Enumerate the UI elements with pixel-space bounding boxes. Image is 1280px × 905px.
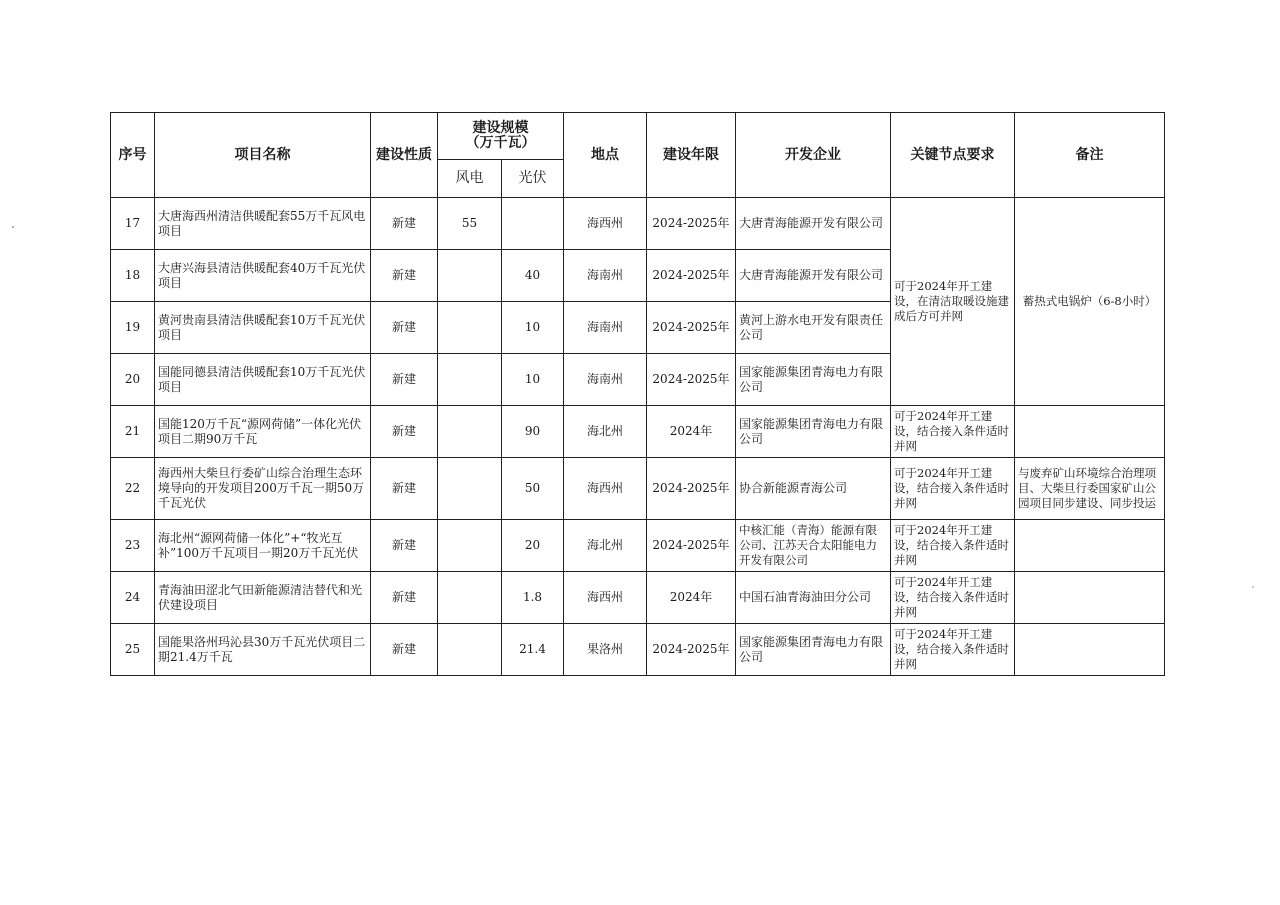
cell-wind xyxy=(438,458,502,520)
table-row xyxy=(111,458,1165,520)
cell-wind xyxy=(438,302,502,354)
cell-pv: 1.8 xyxy=(502,572,564,624)
cell-remark-group: 蓄热式电锅炉（6-8小时） xyxy=(1015,198,1165,406)
cell-nature: 新建 xyxy=(371,302,438,354)
cell-pv: 40 xyxy=(502,250,564,302)
cell-location: 海南州 xyxy=(564,354,647,406)
cell-location: 海西州 xyxy=(564,572,647,624)
cell-location: 海西州 xyxy=(564,458,647,520)
cell-seq: 23 xyxy=(111,520,155,572)
cell-company: 国家能源集团青海电力有限公司 xyxy=(736,406,891,458)
project-table xyxy=(110,112,1165,676)
table-row xyxy=(111,520,1165,572)
cell-company: 黄河上游水电开发有限责任公司 xyxy=(736,302,891,354)
cell-name: 海北州“源网荷储一体化”+“牧光互补”100万千瓦项目一期20万千瓦光伏 xyxy=(155,520,371,572)
cell-seq: 18 xyxy=(111,250,155,302)
header-wind: 风电 xyxy=(438,160,502,198)
header-nature: 建设性质 xyxy=(371,113,438,198)
cell-location: 海北州 xyxy=(564,520,647,572)
cell-name: 黄河贵南县清洁供暖配套10万千瓦光伏项目 xyxy=(155,302,371,354)
cell-wind xyxy=(438,624,502,676)
cell-period: 2024-2025年 xyxy=(647,198,736,250)
header-pv: 光伏 xyxy=(502,160,564,198)
cell-company: 国家能源集团青海电力有限公司 xyxy=(736,354,891,406)
cell-period: 2024-2025年 xyxy=(647,458,736,520)
cell-wind: 55 xyxy=(438,198,502,250)
cell-location: 果洛州 xyxy=(564,624,647,676)
cell-nature: 新建 xyxy=(371,250,438,302)
cell-nature: 新建 xyxy=(371,406,438,458)
cell-wind xyxy=(438,406,502,458)
header-scale: 建设规模 （万千瓦） xyxy=(438,113,564,160)
cell-name: 国能果洛州玛沁县30万千瓦光伏项目二期21.4万千瓦 xyxy=(155,624,371,676)
table-row xyxy=(111,572,1165,624)
cell-location: 海南州 xyxy=(564,302,647,354)
cell-period: 2024-2025年 xyxy=(647,354,736,406)
cell-remark xyxy=(1015,572,1165,624)
cell-wind xyxy=(438,250,502,302)
cell-location: 海北州 xyxy=(564,406,647,458)
cell-seq: 24 xyxy=(111,572,155,624)
cell-location: 海南州 xyxy=(564,250,647,302)
cell-company: 中核汇能（青海）能源有限公司、江苏天合太阳能电力开发有限公司 xyxy=(736,520,891,572)
cell-period: 2024年 xyxy=(647,572,736,624)
cell-milestone: 可于2024年开工建设，结合接入条件适时并网 xyxy=(891,520,1015,572)
cell-seq: 25 xyxy=(111,624,155,676)
header-location: 地点 xyxy=(564,113,647,198)
cell-name: 国能同德县清洁供暖配套10万千瓦光伏项目 xyxy=(155,354,371,406)
cell-period: 2024-2025年 xyxy=(647,250,736,302)
cell-pv: 10 xyxy=(502,354,564,406)
cell-company: 大唐青海能源开发有限公司 xyxy=(736,198,891,250)
cell-period: 2024-2025年 xyxy=(647,302,736,354)
cell-remark xyxy=(1015,624,1165,676)
cell-remark: 与废弃矿山环境综合治理项目、大柴旦行委国家矿山公园项目同步建设、同步投运 xyxy=(1015,458,1165,520)
cell-wind xyxy=(438,572,502,624)
cell-nature: 新建 xyxy=(371,198,438,250)
cell-seq: 19 xyxy=(111,302,155,354)
cell-period: 2024-2025年 xyxy=(647,520,736,572)
cell-wind xyxy=(438,354,502,406)
cell-name: 海西州大柴旦行委矿山综合治理生态环境导向的开发项目200万千瓦一期50万千瓦光伏 xyxy=(155,458,371,520)
scan-speck xyxy=(1252,586,1254,588)
cell-milestone-group: 可于2024年开工建设，在清洁取暖设施建成后方可并网 xyxy=(891,198,1015,406)
cell-milestone: 可于2024年开工建设，结合接入条件适时并网 xyxy=(891,624,1015,676)
header-milestone: 关键节点要求 xyxy=(891,113,1015,198)
cell-name: 国能120万千瓦“源网荷储”一体化光伏项目二期90万千瓦 xyxy=(155,406,371,458)
cell-milestone: 可于2024年开工建设，结合接入条件适时并网 xyxy=(891,406,1015,458)
cell-nature: 新建 xyxy=(371,520,438,572)
cell-seq: 17 xyxy=(111,198,155,250)
cell-period: 2024-2025年 xyxy=(647,624,736,676)
cell-remark xyxy=(1015,406,1165,458)
header-remark: 备注 xyxy=(1015,113,1165,198)
header-company: 开发企业 xyxy=(736,113,891,198)
cell-pv: 21.4 xyxy=(502,624,564,676)
header-seq: 序号 xyxy=(111,113,155,198)
header-name: 项目名称 xyxy=(155,113,371,198)
cell-nature: 新建 xyxy=(371,354,438,406)
cell-company: 协合新能源青海公司 xyxy=(736,458,891,520)
cell-pv: 90 xyxy=(502,406,564,458)
cell-seq: 22 xyxy=(111,458,155,520)
cell-company: 中国石油青海油田分公司 xyxy=(736,572,891,624)
cell-nature: 新建 xyxy=(371,624,438,676)
cell-period: 2024年 xyxy=(647,406,736,458)
cell-name: 大唐兴海县清洁供暖配套40万千瓦光伏项目 xyxy=(155,250,371,302)
scan-speck xyxy=(12,226,14,228)
cell-wind xyxy=(438,520,502,572)
header-period: 建设年限 xyxy=(647,113,736,198)
cell-nature: 新建 xyxy=(371,458,438,520)
table-header-row xyxy=(111,113,1165,160)
cell-seq: 20 xyxy=(111,354,155,406)
cell-nature: 新建 xyxy=(371,572,438,624)
cell-pv: 20 xyxy=(502,520,564,572)
cell-remark xyxy=(1015,520,1165,572)
cell-pv: 10 xyxy=(502,302,564,354)
cell-pv: 50 xyxy=(502,458,564,520)
table-row xyxy=(111,198,1165,250)
cell-name: 大唐海西州清洁供暖配套55万千瓦风电项目 xyxy=(155,198,371,250)
cell-milestone: 可于2024年开工建设，结合接入条件适时并网 xyxy=(891,458,1015,520)
table-row xyxy=(111,624,1165,676)
cell-company: 国家能源集团青海电力有限公司 xyxy=(736,624,891,676)
cell-company: 大唐青海能源开发有限公司 xyxy=(736,250,891,302)
cell-milestone: 可于2024年开工建设，结合接入条件适时并网 xyxy=(891,572,1015,624)
cell-name: 青海油田涩北气田新能源清洁替代和光伏建设项目 xyxy=(155,572,371,624)
table-row xyxy=(111,406,1165,458)
cell-location: 海西州 xyxy=(564,198,647,250)
cell-seq: 21 xyxy=(111,406,155,458)
cell-pv xyxy=(502,198,564,250)
